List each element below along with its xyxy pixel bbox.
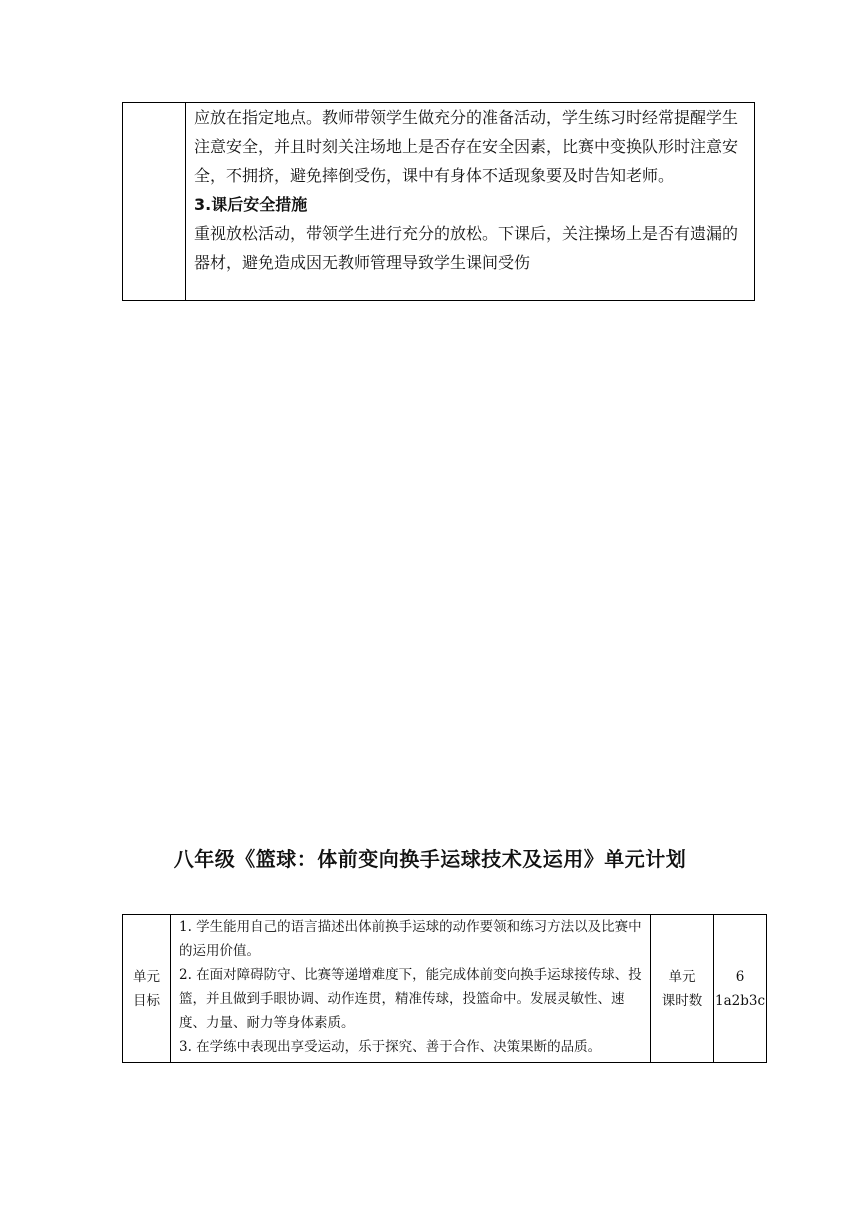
unit-hours-value-cell bbox=[714, 915, 767, 1063]
unit-goal-label-line2: 目标 bbox=[133, 992, 160, 1009]
unit-plan-title: 八年级《篮球：体前变向换手运球技术及运用》单元计划 bbox=[173, 847, 687, 871]
safety-paragraph: 应放在指定地点。教师带领学生做充分的准备活动，学生练习时经常提醒学生注意安全，并且时刻关注场地上是否存在安全因素，比赛中变换队形时注意安全，不拥挤，避免摔倒受伤，课中有身体不适现象要及时告知老师。 bbox=[194, 108, 739, 185]
unit-goals-cell bbox=[171, 915, 651, 1063]
after-class-safety-heading: 3.课后安全措施 bbox=[194, 195, 308, 214]
unit-hours-value: 6 bbox=[735, 968, 745, 985]
unit-goal-label-line1: 单元 bbox=[133, 968, 160, 985]
unit-hours-code: 1a2b3c bbox=[714, 992, 766, 1009]
unit-hours-label-line1: 单元 bbox=[668, 968, 696, 985]
goal-item-1: 1. 学生能用自己的语言描述出体前换手运球的动作要领和练习方法以及比赛中的运用价值。 bbox=[179, 919, 642, 959]
safety-content-cell bbox=[186, 103, 755, 301]
unit-hours-label-cell bbox=[651, 915, 714, 1063]
safety-measures-table bbox=[122, 102, 755, 301]
empty-label-cell bbox=[123, 103, 186, 301]
goal-item-3: 3. 在学练中表现出享受运动，乐于探究、善于合作、决策果断的品质。 bbox=[179, 1039, 602, 1055]
unit-goal-label-cell bbox=[123, 915, 171, 1063]
unit-hours-label-line2: 课时数 bbox=[661, 992, 703, 1009]
after-class-safety-paragraph: 重视放松活动，带领学生进行充分的放松。下课后，关注操场上是否有遗漏的器材，避免造成因无教师管理导致学生课间受伤 bbox=[194, 224, 739, 272]
unit-plan-table bbox=[122, 914, 767, 1063]
goal-item-2: 2. 在面对障碍防守、比赛等递增难度下，能完成体前变向换手运球接传球、投篮，并且做到手眼协调、动作连贯，精准传球，投篮命中。发展灵敏性、速度、力量、耐力等身体素质。 bbox=[179, 967, 642, 1031]
